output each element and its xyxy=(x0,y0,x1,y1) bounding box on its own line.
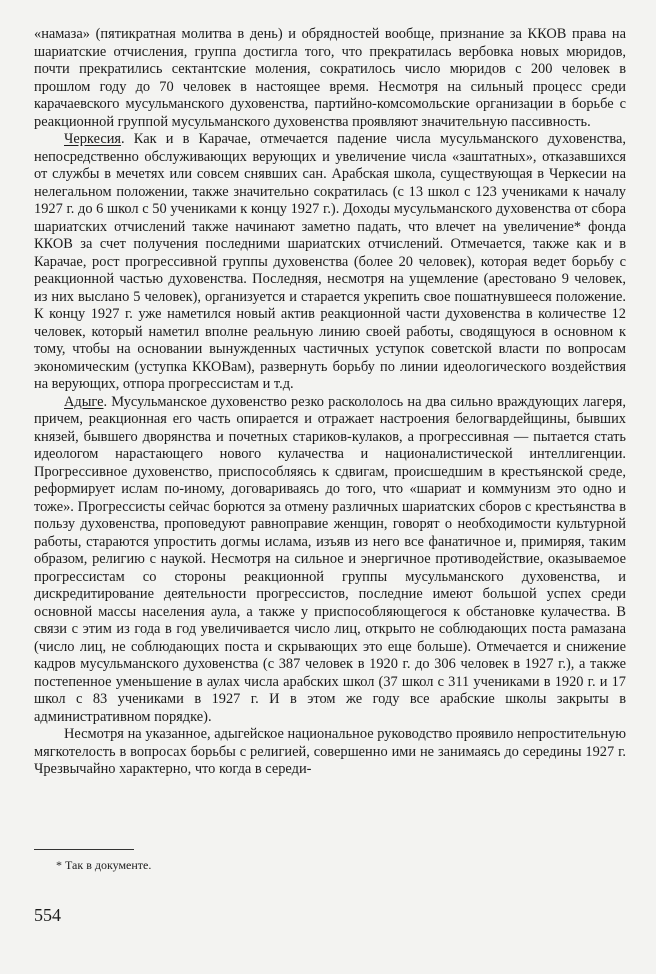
main-text xyxy=(34,26,626,779)
paragraph-cherkesia: Черкесия. Как и в Карачае, отмечается падение числа мусульманского духовенства, непосредственно обслуживающих верующих и увеличение числа «заштатных», отказавшихся от службы в мечетях или совсем снявших сан. Арабская школа, существующая в Черкесии на нелегальном положении, также значительно сократилась (с 13 школ с 123 учениками к началу 1927 г. до 6 школ с 50 учениками к концу 1927 г.). Доходы мусульманского духовенства от сбора шариатских отчислений также начинают заметно падать, что влечет на увеличение* фонда ККОВ за счет получения последними шариатских отчислений. Отмечается, также как и в Карачае, рост прогрессивной группы духовенства (более 20 человек), которая ведет борьбу с реакционной частью духовенства. Последняя, несмотря на ущемление (арестовано 9 человек, из них выслано 5 человек), организуется и старается укрепить свое пошатнувшееся положение. К концу 1927 г. уже наметился новый актив реакционной части духовенства в количестве 12 человек, который наметил вполне реальную линию своей работы, сводящуюся в основном к тому, чтобы на основании вынужденных частичных уступок советской власти по вопросам экономическим (уступка ККОВам), развернуть борьбу по линии идеологического воздействия на верующих, отпора прогрессистам и т.д. xyxy=(34,131,626,392)
section-heading-cherkesia: Черкесия xyxy=(64,131,122,147)
page-number: 554 xyxy=(34,905,61,925)
paragraph-adyge: Адыге. Мусульманское духовенство резко раскололось на два сильно враждующих лагеря, причем, реакционная его часть опирается и отражает настроения белогвардейщины, бывших князей, бывшего дворянства и почетных стариков-кулаков, а прогрессивная — пытается стать идеологом нарастающего нового кулачества и националистической интеллигенции. Прогрессивное духовенство, приспособляясь к сдвигам, происшедшим в крестьянской среде, реформирует ислам по-иному, договариваясь до того, что «шариат и коммунизм это одно и тоже». Прогрессисты сейчас борются за отмену различных шариатских сборов с крестьянства в пользу духовенства, проповедуют равноправие женщин, говорят о необходимости культурной работы, стараются упростить догмы ислама, изъяв из него все фанатичное и, примиряя, таким образом, религию с наукой. Несмотря на сильное и энергичное противодействие, оказываемое прогрессистам со стороны реакционной группы мусульманского духовенства, и дискредитирование деятельности прогрессистов, последние имеют большой успех среди основной массы населения аула, а также у приспособляющегося к обстановке кулачества. В связи с этим из года в год увеличивается число лиц, открыто не соблюдающих поста рамазана (число лиц, не соблюдающих поста и скрывающих это еще больше). Отмечается и снижение кадров мусульманского духовенства (с 387 человек в 1920 г. до 306 человек в 1927 г.), а также постепенное уменьшение в аулах числа арабских школ (37 школ с 311 учениками в 1920 г. и 17 школ с 83 учениками в 1927 г. И в этом же году все арабские школы закрыты в административном порядке). xyxy=(34,393,626,725)
paragraph-2-text: Как и в Карачае, отмечается падение числа мусульманского духовенства, непосредственно обслуживающих верующих и увеличение числа «заштатных», отказавшихся от службы в мечетях или совсем снявших сан. Арабская школа, существующая в Черкесии на нелегальном положении, также значительно сократилась (с 13 школ с 123 учениками к началу 1927 г. до 6 школ с 50 учениками к концу 1927 г.). Доходы мусульманского духовенства от сбора шариатских отчислений также начинают заметно падать, что влечет на увеличение* фонда ККОВ за счет получения последними шариатских отчислений. Отмечается, также как и в Карачае, рост прогрессивной группы духовенства (более 20 человек), которая ведет борьбу с реакционной частью духовенства. Последняя, несмотря на ущемление (арестовано 9 человек, из них выслано 5 человек), организуется и старается укрепить свое пошатнувшееся положение. К концу 1927 г. уже наметился новый актив реакционной части духовенства в количестве 12 человек, который наметил вполне реальную линию своей работы, сводящуюся в основном к тому, чтобы на основании вынужденных частичных уступок советской власти по вопросам экономическим (уступка ККОВам), развернуть борьбу по линии идеологического воздействия на верующих, отпора прогрессистам и т.д. xyxy=(34,131,626,392)
footnote-divider xyxy=(34,849,134,850)
paragraph-1: «намаза» (пятикратная молитва в день) и обрядностей вообще, признание за ККОВ права на шариатские отчисления, группа достигла того, что прекратилась вербовка новых мюридов, почти прекратились сектантские моления, сократилось число мюридов с 200 человек в прошлом году до 70 человек в настоящее время. Несмотря на сильный процесс среди карачаевского мусульманского духовенства, партийно-комсомольские организации в борьбе с реакционной группой мусульманского духовенства проявляют значительную пассивность. xyxy=(34,26,626,130)
footnote: * Так в документе. xyxy=(56,858,152,872)
paragraph-4: Несмотря на указанное, адыгейское национальное руководство проявило непростительную мягкотелость в вопросах борьбы с религией, совершенно ими не занимаясь до середины 1927 г. Чрезвычайно характерно, что когда в середи- xyxy=(34,726,626,777)
paragraph-3-text: Мусульманское духовенство резко раскололось на два сильно враждующих лагеря, причем, реакционная его часть опирается и отражает настроения белогвардейщины, бывших князей, бывшего дворянства и почетных стариков-кулаков, а прогрессивная — пытается стать идеологом нарастающего нового кулачества и националистической интеллигенции. Прогрессивное духовенство, приспособляясь к сдвигам, происшедшим в крестьянской среде, реформирует ислам по-иному, договариваясь до того, что «шариат и коммунизм это одно и тоже». Прогрессисты сейчас борются за отмену различных шариатских сборов с крестьянства в пользу духовенства, проповедуют равноправие женщин, говорят о необходимости культурной работы, стараются упростить догмы ислама, изъяв из него все фанатичное и, примиряя, таким образом, религию с наукой. Несмотря на сильное и энергичное противодействие, оказываемое прогрессистам со стороны реакционной группы мусульманского духовенства, и дискредитирование деятельности прогрессистов, последние имеют большой успех среди основной массы населения аула, а также у приспособляющегося к обстановке кулачества. В связи с этим из года в год увеличивается число лиц, открыто не соблюдающих поста рамазана (число лиц, не соблюдающих поста и скрывающих это еще больше). Отмечается и снижение кадров мусульманского духовенства (с 387 человек в 1920 г. до 306 человек в 1927 г.), а также постепенное уменьшение в аулах числа арабских школ (37 школ с 311 учениками в 1920 г. и 17 школ с 83 учениками в 1927 г. И в этом же году все арабские школы закрыты в административном порядке). xyxy=(34,393,626,725)
section-heading-adyge: Адыге xyxy=(64,393,104,410)
